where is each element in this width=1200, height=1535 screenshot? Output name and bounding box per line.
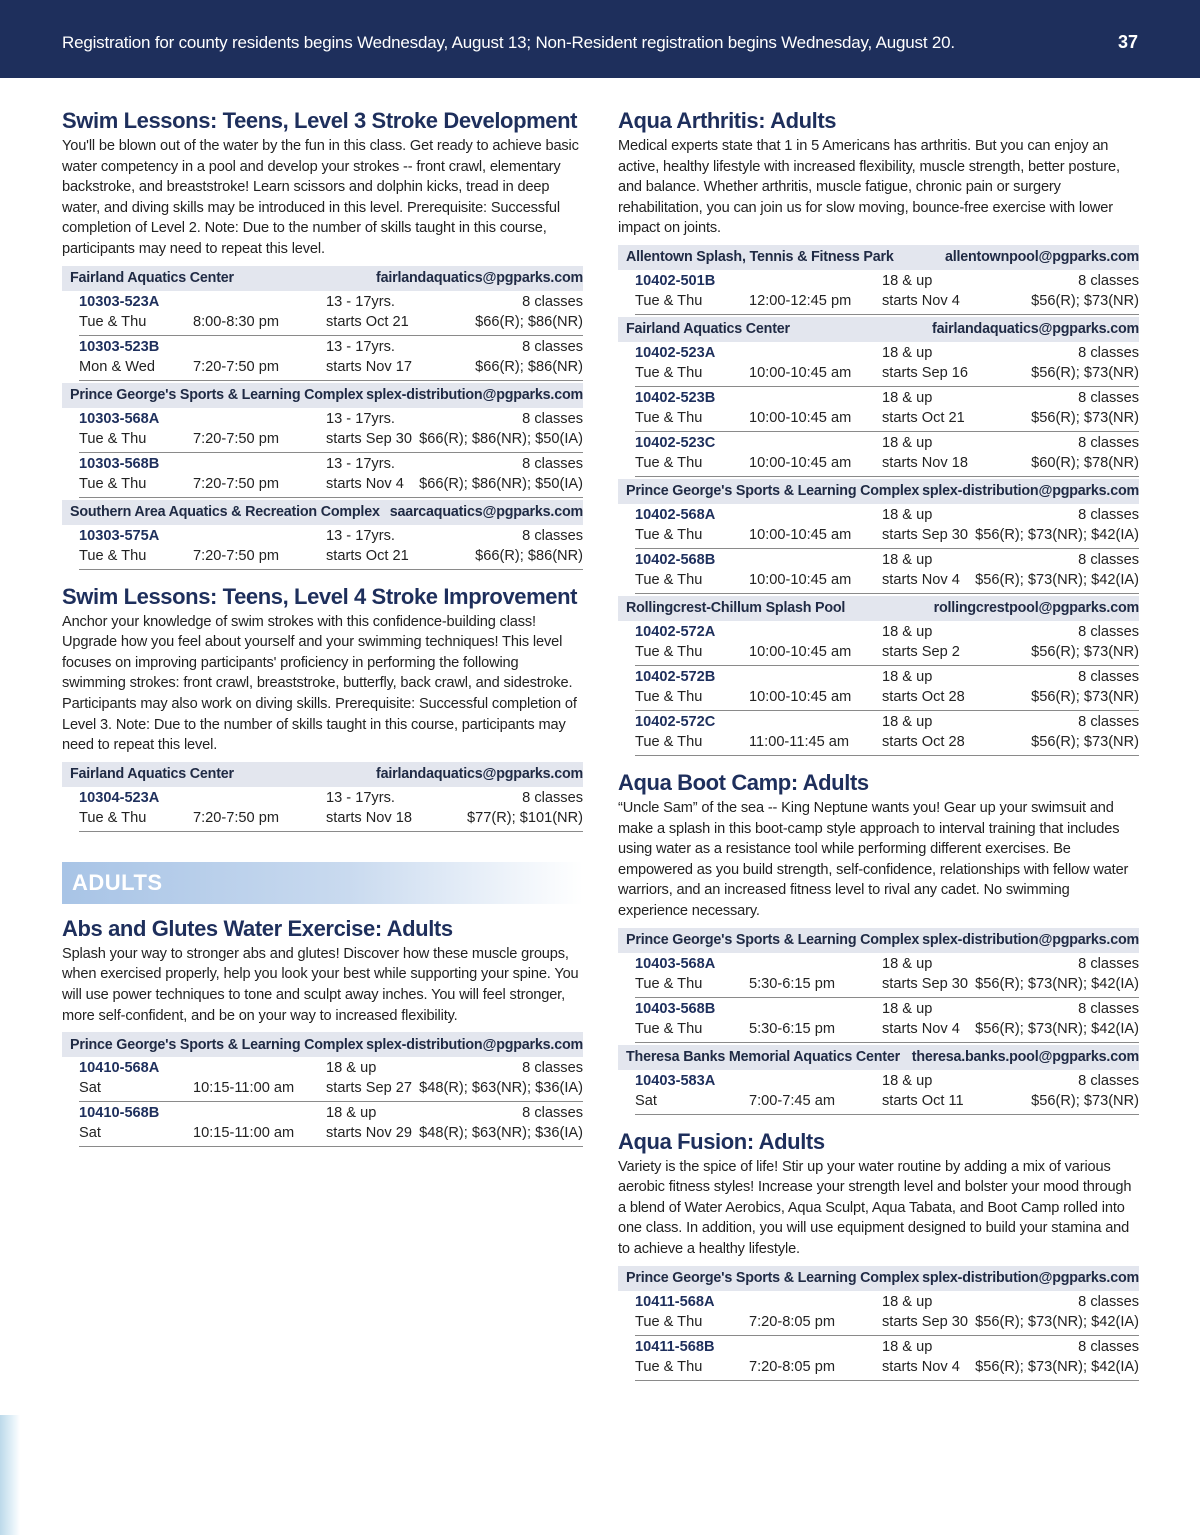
class-days: Tue & Thu: [635, 733, 703, 750]
age-range: 13 - 17yrs.: [326, 455, 395, 472]
class-count: 8 classes: [522, 410, 583, 427]
age-range: 18 & up: [882, 955, 933, 972]
course-code: 10402-523A: [635, 344, 716, 361]
start-date: starts Nov 4: [882, 571, 960, 588]
fee: $66(R); $86(NR); $50(IA): [419, 475, 583, 492]
age-range: 18 & up: [882, 1000, 933, 1017]
course-code: 10402-572C: [635, 713, 716, 730]
age-range: 13 - 17yrs.: [326, 789, 395, 806]
course-code: 10403-568A: [635, 955, 716, 972]
class-row: [635, 342, 1139, 387]
course-code: 10304-523A: [79, 789, 160, 806]
class-days: Tue & Thu: [635, 454, 703, 471]
location-name: Prince George's Sports & Learning Complex: [70, 1036, 364, 1053]
class-days: Sat: [79, 1080, 101, 1097]
start-date: starts Sep 30: [882, 975, 968, 992]
class-days: Mon & Wed: [79, 358, 155, 375]
location-email-link[interactable]: splex-distribution@pgparks.com: [922, 483, 1139, 500]
class-row: [79, 1057, 583, 1102]
class-row: [635, 549, 1139, 594]
course-code: 10402-501B: [635, 272, 716, 289]
class-days: Tue & Thu: [79, 547, 147, 564]
location-email-link[interactable]: splex-distribution@pgparks.com: [922, 1270, 1139, 1286]
location-name: Prince George's Sports & Learning Complex: [626, 932, 920, 949]
course-code: 10402-568B: [635, 551, 716, 568]
fee: $66(R); $86(NR): [475, 547, 583, 564]
location-email-link[interactable]: theresa.banks.pool@pgparks.com: [911, 1049, 1139, 1066]
class-row: [79, 525, 583, 570]
class-count: 8 classes: [1078, 506, 1139, 523]
class-days: Tue & Thu: [635, 1358, 703, 1375]
class-days: Tue & Thu: [635, 1020, 703, 1037]
class-count: 8 classes: [1078, 623, 1139, 640]
location-email-link[interactable]: fairlandaquatics@pgparks.com: [376, 766, 583, 783]
start-date: starts Oct 11: [882, 1092, 964, 1109]
section-title: Swim Lessons: Teens, Level 4 Stroke Improvement: [62, 583, 578, 609]
location-email-link[interactable]: allentownpool@pgparks.com: [944, 249, 1139, 266]
course-code: 10402-523B: [635, 389, 716, 406]
location-header: [62, 383, 583, 408]
section-title: Swim Lessons: Teens, Level 3 Stroke Development: [62, 108, 578, 133]
start-date: starts Nov 29: [326, 1125, 412, 1142]
course-code: 10303-523B: [79, 338, 160, 355]
class-count: 8 classes: [1078, 344, 1139, 361]
class-time: 10:00-10:45 am: [749, 454, 852, 471]
location-name: Prince George's Sports & Learning Complex: [626, 1270, 920, 1286]
course-section: [618, 1129, 1139, 1381]
course-code: 10410-568B: [79, 1105, 160, 1122]
class-days: Tue & Thu: [635, 975, 703, 992]
class-row: [79, 1102, 583, 1147]
start-date: starts Nov 18: [326, 809, 412, 826]
age-range: 18 & up: [882, 1072, 933, 1089]
class-days: Tue & Thu: [635, 292, 703, 309]
location-email-link[interactable]: fairlandaquatics@pgparks.com: [932, 321, 1139, 338]
class-time: 7:20-8:05 pm: [749, 1313, 835, 1330]
fee: $56(R); $73(NR): [1031, 364, 1139, 381]
course-code: 10303-575A: [79, 527, 160, 544]
course-code: 10410-568A: [79, 1060, 160, 1077]
adults-banner: ADULTS: [62, 862, 583, 904]
location-name: Allentown Splash, Tennis & Fitness Park: [626, 249, 894, 266]
class-count: 8 classes: [1078, 1072, 1139, 1089]
class-row: [79, 408, 583, 453]
section-title: Aqua Boot Camp: Adults: [618, 769, 869, 795]
fee: $56(R); $73(NR): [1031, 292, 1139, 309]
start-date: starts Sep 30: [882, 526, 968, 543]
class-row: [635, 621, 1139, 666]
start-date: starts Nov 4: [882, 292, 960, 309]
class-days: Tue & Thu: [635, 571, 703, 588]
section-description: Medical experts state that 1 in 5 Americans has arthritis. But you can enjoy an active, healthy lifestyle with increased flexibility, muscle strength, better posture, and balance. Whether arthritis, muscle fatigue, chronic pain or surgery rehabilitation, you can join us for slow moving, bounce-free exercise with lower impact on joints.: [618, 138, 1120, 237]
class-time: 7:20-7:50 pm: [193, 358, 279, 375]
class-count: 8 classes: [1078, 389, 1139, 406]
class-row: [635, 666, 1139, 711]
location-name: Fairland Aquatics Center: [70, 766, 234, 783]
class-row: [635, 1291, 1139, 1336]
class-row: [635, 270, 1139, 315]
class-row: [635, 711, 1139, 756]
class-days: Tue & Thu: [635, 643, 703, 660]
page-number: 37: [1117, 32, 1138, 52]
fee: $66(R); $86(NR): [475, 313, 583, 330]
location-name: Fairland Aquatics Center: [70, 270, 234, 287]
fee: $56(R); $73(NR); $42(IA): [975, 571, 1139, 588]
right-column: [618, 108, 1139, 1395]
class-time: 10:00-10:45 am: [749, 364, 852, 381]
class-time: 10:00-10:45 am: [749, 643, 852, 660]
course-code: 10411-568A: [635, 1293, 715, 1310]
class-days: Tue & Thu: [635, 526, 703, 543]
class-time: 7:20-7:50 pm: [193, 430, 279, 447]
location-name: Theresa Banks Memorial Aquatics Center: [626, 1049, 900, 1066]
class-time: 10:00-10:45 am: [749, 526, 852, 543]
class-time: 5:30-6:15 pm: [749, 1020, 835, 1037]
age-range: 18 & up: [882, 344, 933, 361]
class-row: [79, 291, 583, 336]
class-count: 8 classes: [522, 1105, 583, 1122]
class-row: [635, 432, 1139, 477]
start-date: starts Sep 30: [326, 430, 412, 447]
age-range: 13 - 17yrs.: [326, 293, 395, 310]
course-code: 10303-568B: [79, 455, 160, 472]
age-range: 18 & up: [882, 434, 933, 451]
class-row: [635, 953, 1139, 998]
class-row: [79, 453, 583, 498]
location-header: [62, 500, 583, 525]
location-header: [618, 596, 1139, 621]
age-range: 18 & up: [882, 1338, 933, 1355]
class-count: 8 classes: [1078, 1000, 1139, 1017]
section-title: Aqua Fusion: Adults: [618, 1128, 825, 1154]
section-title: Aqua Arthritis: Adults: [618, 108, 837, 133]
class-count: 8 classes: [1078, 955, 1139, 972]
class-days: Tue & Thu: [79, 313, 147, 330]
class-time: 5:30-6:15 pm: [749, 975, 835, 992]
class-time: 8:00-8:30 pm: [193, 313, 279, 330]
class-time: 10:15-11:00 am: [193, 1080, 295, 1097]
page-header: [0, 0, 1200, 78]
age-range: 13 - 17yrs.: [326, 338, 395, 355]
start-date: starts Sep 16: [882, 364, 968, 381]
fee: $56(R); $73(NR): [1031, 409, 1139, 426]
class-count: 8 classes: [522, 527, 583, 544]
location-name: Prince George's Sports & Learning Complex: [626, 483, 920, 500]
class-row: [635, 998, 1139, 1043]
course-code: 10402-568A: [635, 506, 716, 523]
course-section: [618, 770, 1139, 1115]
class-count: 8 classes: [1078, 668, 1139, 685]
start-date: starts Nov 18: [882, 454, 968, 471]
decorative-water-splash: [0, 1415, 20, 1535]
start-date: starts Oct 21: [326, 313, 409, 330]
fee: $66(R); $86(NR); $50(IA): [419, 430, 583, 447]
location-email-link[interactable]: splex-distribution@pgparks.com: [922, 932, 1139, 949]
fee: $56(R); $73(NR): [1031, 643, 1139, 660]
start-date: starts Oct 28: [882, 688, 965, 705]
start-date: starts Oct 21: [326, 547, 409, 564]
start-date: starts Sep 27: [326, 1080, 412, 1097]
location-header: [62, 762, 583, 787]
section-description: Splash your way to stronger abs and glutes! Discover how these muscle groups, when exercised properly, help you look your best while supporting your spine. You will use power techniques to tone and sculpt away inches. You will feel stronger, more self-confident, and be on your way to increased flexibility.: [62, 945, 579, 1024]
course-section: [618, 108, 1139, 756]
fee: $48(R); $63(NR); $36(IA): [419, 1080, 583, 1097]
start-date: starts Nov 4: [882, 1358, 960, 1375]
class-time: 10:00-10:45 am: [749, 688, 852, 705]
class-row: [635, 1070, 1139, 1115]
class-time: 7:20-7:50 pm: [193, 809, 279, 826]
location-email-link[interactable]: splex-distribution@pgparks.com: [366, 1036, 583, 1053]
class-time: 10:00-10:45 am: [749, 409, 852, 426]
course-section: [62, 108, 583, 570]
start-date: starts Nov 4: [882, 1020, 960, 1037]
course-code: 10402-572B: [635, 668, 716, 685]
class-days: Tue & Thu: [635, 409, 703, 426]
class-time: 7:20-8:05 pm: [749, 1358, 835, 1375]
class-time: 7:20-7:50 pm: [193, 547, 279, 564]
age-range: 18 & up: [326, 1060, 377, 1077]
section-description: You'll be blown out of the water by the fun in this class. Get ready to achieve basic water competency in a pool and develop your strokes -- front crawl, elementary backstroke, and breaststroke! Learn scissors and dolphin kicks, tread in deep water, and diving skills may be introduced in this level. Prerequisite: Successful completion of Level 2. Note: Due to the number of skills taught in this course, participants may need to repeat this level.: [62, 138, 579, 257]
class-count: 8 classes: [522, 789, 583, 806]
fee: $56(R); $73(NR): [1031, 733, 1139, 750]
class-count: 8 classes: [522, 455, 583, 472]
location-name: Prince George's Sports & Learning Complex: [70, 387, 364, 404]
class-days: Tue & Thu: [79, 809, 147, 826]
class-row: [635, 504, 1139, 549]
class-count: 8 classes: [1078, 1293, 1139, 1310]
class-time: 12:00-12:45 pm: [749, 292, 852, 309]
fee: $56(R); $73(NR); $42(IA): [975, 1358, 1139, 1375]
age-range: 18 & up: [326, 1105, 377, 1122]
location-email-link[interactable]: rollingcrestpool@pgparks.com: [933, 600, 1139, 617]
course-code: 10303-568A: [79, 410, 160, 427]
age-range: 18 & up: [882, 623, 933, 640]
start-date: starts Oct 21: [882, 409, 965, 426]
class-count: 8 classes: [1078, 272, 1139, 289]
class-row: [635, 1336, 1139, 1381]
age-range: 18 & up: [882, 506, 933, 523]
section-description: “Uncle Sam” of the sea -- King Neptune wants you! Gear up your swimsuit and make a splash in this boot-camp style approach to interval training that includes using water as a resistance tool while performing different exercises. Be empowered as you build strength, self-confidence, relationships with fellow water warriors, and an increased fitness level to rival any cadet. No swimming experience necessary.: [618, 799, 1129, 919]
class-time: 10:00-10:45 am: [749, 571, 852, 588]
location-name: Southern Area Aquatics & Recreation Complex: [70, 504, 380, 521]
location-header: [62, 266, 583, 291]
fee: $56(R); $73(NR); $42(IA): [975, 1313, 1139, 1330]
class-days: Tue & Thu: [635, 688, 703, 705]
location-header: [618, 1045, 1139, 1070]
class-count: 8 classes: [1078, 434, 1139, 451]
class-days: Tue & Thu: [635, 364, 703, 381]
class-count: 8 classes: [522, 338, 583, 355]
fee: $56(R); $73(NR): [1031, 1092, 1139, 1109]
age-range: 13 - 17yrs.: [326, 410, 395, 427]
course-code: 10403-583A: [635, 1072, 716, 1089]
fee: $56(R); $73(NR); $42(IA): [975, 1020, 1139, 1037]
class-row: [635, 387, 1139, 432]
fee: $48(R); $63(NR); $36(IA): [419, 1125, 583, 1142]
location-email-link[interactable]: saarcaquatics@pgparks.com: [389, 504, 583, 521]
age-range: 13 - 17yrs.: [326, 527, 395, 544]
location-name: Fairland Aquatics Center: [626, 321, 790, 338]
class-row: [79, 787, 583, 832]
fee: $56(R); $73(NR); $42(IA): [975, 975, 1139, 992]
location-header: [62, 1032, 583, 1057]
class-days: Tue & Thu: [79, 475, 147, 492]
section-title: Abs and Glutes Water Exercise: Adults: [62, 915, 453, 941]
class-count: 8 classes: [522, 1060, 583, 1077]
course-code: 10403-568B: [635, 1000, 716, 1017]
age-range: 18 & up: [882, 272, 933, 289]
course-section: [62, 916, 583, 1147]
start-date: starts Sep 30: [882, 1313, 968, 1330]
course-section: [62, 584, 583, 832]
course-code: 10402-523C: [635, 434, 716, 451]
age-range: 18 & up: [882, 389, 933, 406]
location-header: [618, 928, 1139, 953]
class-time: 7:20-7:50 pm: [193, 475, 279, 492]
class-time: 10:15-11:00 am: [193, 1125, 295, 1142]
class-days: Tue & Thu: [635, 1313, 703, 1330]
fee: $66(R); $86(NR): [475, 358, 583, 375]
class-time: 11:00-11:45 am: [749, 733, 850, 750]
start-date: starts Sep 2: [882, 643, 960, 660]
class-row: [79, 336, 583, 381]
fee: $56(R); $73(NR); $42(IA): [975, 526, 1139, 543]
section-description: Anchor your knowledge of swim strokes with this confidence-building class! Upgrade how you feel about yourself and your swimming techniques! This level focuses on improving participants' proficiency in performing the following swimming strokes: front crawl, breaststroke, butterfly, back crawl, and sidestroke. Participants may also work on diving skills. Prerequisite: Successful completion of Level 3. Note: Due to the number of skills taught in this course, participants may need to repeat this level.: [62, 613, 577, 754]
start-date: starts Oct 28: [882, 733, 965, 750]
registration-notice: Registration for county residents begins Wednesday, August 13; Non-Resident registration begins Wednesday, August 20.: [62, 33, 955, 52]
class-count: 8 classes: [1078, 713, 1139, 730]
age-range: 18 & up: [882, 551, 933, 568]
start-date: starts Nov 4: [326, 475, 404, 492]
class-count: 8 classes: [522, 293, 583, 310]
age-range: 18 & up: [882, 713, 933, 730]
course-code: 10303-523A: [79, 293, 160, 310]
location-email-link[interactable]: splex-distribution@pgparks.com: [366, 387, 583, 404]
class-days: Sat: [79, 1125, 101, 1142]
location-header: [618, 1266, 1139, 1291]
course-code: 10402-572A: [635, 623, 716, 640]
start-date: starts Nov 17: [326, 358, 412, 375]
course-code: 10411-568B: [635, 1338, 715, 1355]
fee: $77(R); $101(NR): [467, 809, 583, 826]
fee: $56(R); $73(NR): [1031, 688, 1139, 705]
age-range: 18 & up: [882, 668, 933, 685]
location-header: [618, 245, 1139, 270]
location-header: [618, 317, 1139, 342]
class-count: 8 classes: [1078, 551, 1139, 568]
location-header: [618, 479, 1139, 504]
location-name: Rollingcrest-Chillum Splash Pool: [626, 600, 846, 617]
class-time: 7:00-7:45 am: [749, 1092, 835, 1109]
left-column: [62, 108, 583, 1161]
location-email-link[interactable]: fairlandaquatics@pgparks.com: [376, 270, 583, 287]
class-days: Sat: [635, 1092, 657, 1109]
section-description: Variety is the spice of life! Stir up your water routine by adding a mix of various aerobic fitness styles! Increase your strength level and bolster your mood through a blend of Water Aerobics, Aqua Sculpt, Aqua Tabata, and Boot Camp rolled into one class. In addition, you will use equipment designed to build your stamina and to achieve a healthy lifestyle.: [618, 1158, 1132, 1257]
class-days: Tue & Thu: [79, 430, 147, 447]
fee: $60(R); $78(NR): [1031, 454, 1139, 471]
class-count: 8 classes: [1078, 1338, 1139, 1355]
age-range: 18 & up: [882, 1293, 933, 1310]
